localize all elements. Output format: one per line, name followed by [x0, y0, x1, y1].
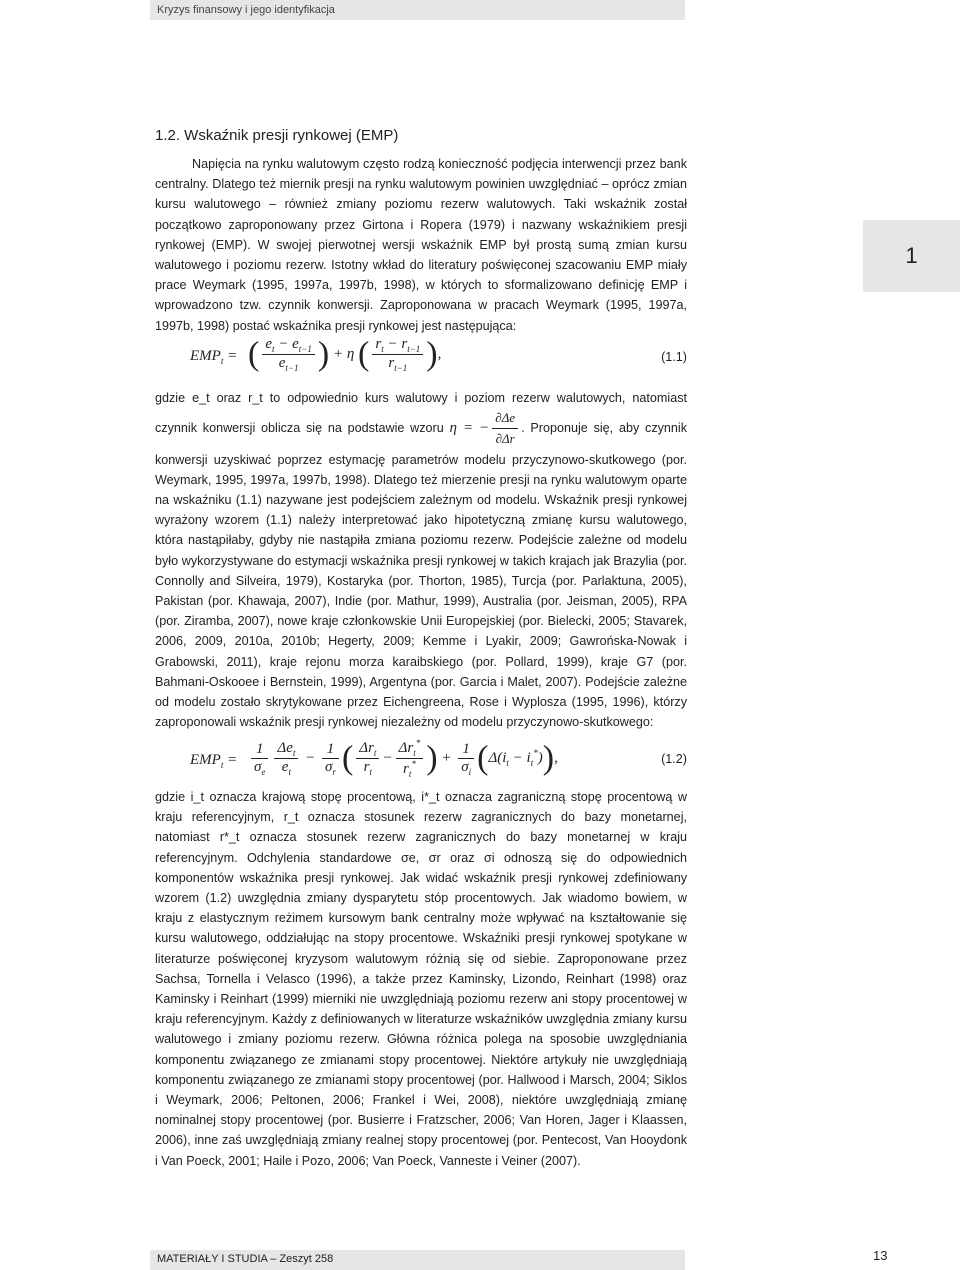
- p2b-text: . Proponuje się, aby czynnik konwersji uzyskiwać poprzez estymację parametrów modelu przyczynowo-skutkowego (por. Weymark, 1995, 1997a, 1997b, 1998). Dlatego też mierzenie presji na rynku walutowym oparte na wskaźniku (1.1) nazywane jest podejściem zależnym od modelu. Wskaźnik presji rynkowej wyrażony wzorem (1.1) należy interpretować jako hipotetyczną zmianę kursu walutowego, która nastąpiłaby, gdyby nie nastąpiła zmiana poziomu rezerw. Podejście zależne od modelu było wykorzystywane do estymacji wskaźnika presji rynkowej w takich krajach jak Brazylia (por. Connolly and Silveira, 1979), Kostaryka (por. Thorton, 1985), Turcja (por. Parlaktuna, 2005), Pakistan (por. Khawaja, 2007), Indie (por. Mathur, 1999), Australia (por. Jeisman, 2005), RPA (por. Ziramba, 2007), nowe kraje członkowskie Unii Europejskiej (por. Bielecki, 2005; Stavarek, 2006, 2009, 2010a, 2010b; Hegerty, 2009; Kemme i Lyakir, 2009; Gawrońska-Nowak i Grabowski, 2011), kraje rejonu morza karaibskiego (por. Pollard, 1999), kraje G7 (por. Bahmani-Oskooee i Bernstein, 1999), Argentyna (por. Garcia i Malet, 2007). Podejście zależne od modelu zostało skrytykowane przez Eichengreena, Rose i Wyplosza (1995, 1996), którzy zaproponowali wskaźnik presji rynkowej niezależny od modelu przyczynowo-skutkowego:: [155, 421, 688, 730]
- paragraph-discussion: gdzie i_t oznacza krajową stopę procentową, i*_t oznacza zagraniczną stopę procentową w kraju referencyjnym, r_t oznacza stosunek rezerw zagranicznych do bazy monetarnej, natomiast r*_t oznacza stosunek rezerw zagranicznych do bazy monetarnej w kraju referencyjnym. Odchylenia standardowe σe, σr oraz σi odnoszą się do odpowiednich komponentów wskaźnika presji rynkowej. Jak widać wskaźnik presji rynkowej zdefiniowany wzorem (1.2) uwzględnia zmiany dysparytetu stóp procentowych. Jak wiadomo bowiem, w kraju z elastycznym reżimem kursowym bank centralny może wpływać na kształtowanie się kursu walutowego, oddziałując na stopy procentowe. Wskaźniki presji rynkowej spotykane w literaturze poświęconej kryzysom walutowym różnią się od siebie. Zaproponowane przez Sachsa, Tornella i Velasco (1996), a także przez Kaminsky, Lizondo, Reinhart (1998) oraz Kaminsky i Reinhart (1999) mierniki nie uwzględniają poziomu rezerw ani stopy procentowej w kraju referencyjnym. Każdy z definiowanych w literaturze wskaźników uwzględnia zmiany kursu walutowego i zmiany poziomu rezerw. Główna różnica polega na sposobie uwzględniania komponentu związanego ze zmianami stopy procentowej. Niektóre artykuły nie uwzględniają komponentu związanego ze zmianami stopy procentowej (por. Hallwood i Marsch, 2004; Siklos i Weymark, 2006; Peltonen, 2006; Frankel i Wei, 2008), niektóre uwzględniają zmianę nominalnej stopy procentowej (por. Busierre i Fratzscher, 2006; Van Horen, Jager i Klaassen, 2006), inne zaś uwzględniają zmiany realnej stopy procentowej (por. Pentecost, Van Hooydonk i Van Poeck, 2001; Haile i Pozo, 2006; Van Poeck, Vanneste i Veiner (2007).: [155, 790, 687, 1168]
- eq1-sub: t: [220, 356, 224, 366]
- eq2-number: (1.2): [661, 752, 687, 766]
- running-title: Kryzys finansowy i jego identyfikacja: [157, 4, 335, 16]
- eta-den: ∂Δr: [495, 431, 515, 447]
- chapter-tab: 1: [863, 220, 960, 292]
- equation-1-1: $EMP_t$ = ( $\frac{e_t - e_{t-1}}{e_{t-1}}$ ) + η ( $\frac{r_t - r_{t-1}}{r_{t-1}}$ ), (1.1): [190, 335, 687, 373]
- eta-num: ∂Δe: [492, 408, 518, 429]
- paragraph-definitions: [155, 388, 687, 732]
- eq2-body: $\frac{1}{\sigma_e}$ $\frac{\Delta e_t}{e_t}$ − $\frac{1}{\sigma_r}$ ( $\frac{\Delta r_t}{r_t}$ − $\frac{\Delta r_t^*}{r_t^*}$ ) + $\frac{1}{\sigma_i}$ $(\Delta(i_t - i_t^*))$,: [248, 738, 558, 779]
- eta-lhs: η = −: [449, 420, 490, 437]
- section-title: 1.2. Wskaźnik presji rynkowej (EMP): [155, 127, 399, 144]
- eq1-number: (1.1): [661, 350, 687, 364]
- footer-series: MATERIAŁY I STUDIA – Zeszyt 258: [157, 1253, 334, 1265]
- page-number: 13: [873, 1248, 888, 1263]
- p2a-text: gdzie e_t oraz r_t to odpowiednio kurs walutowy i poziom rezerw walutowych, natomiast czynnik konwersji oblicza się na podstawie wzoru: [155, 391, 687, 436]
- eq1-body: ( $\frac{e_t - e_{t-1}}{e_{t-1}}$ ) + η ( $\frac{r_t - r_{t-1}}{r_{t-1}}$ ),: [248, 335, 442, 373]
- eq1-lhs: EMP: [190, 348, 221, 364]
- eq2-lhs: EMP: [190, 752, 221, 768]
- paragraph-intro: Napięcia na rynku walutowym często rodzą konieczność podjęcia interwencji przez bank centralny. Dlatego też miernik presji na rynku walutowym powinien uwzględniać – oprócz zmian kursu walutowego – również zmiany poziomu rezerw walutowych. Taki wskaźnik został początkowo zaproponowany przez Girtona i Ropera (1979) i nazwany wskaźnikiem presji rynkowej (EMP). W swojej pierwotnej wersji wskaźnik EMP był prostą sumą zmian kursu walutowego i poziomu rezerw. Istotny wkład do literatury poświęconej szacowaniu EMP miały prace Weymark (1995, 1997a, 1997b, 1998), w których to sformalizowano definicję EMP i wprowadzono tzw. czynnik konwersji. Zaproponowana w pracach Weymark (1995, 1997a, 1997b, 1998) postać wskaźnika presji rynkowej jest następująca:: [155, 157, 687, 333]
- eq2-sub: t: [220, 760, 224, 770]
- equation-1-2: $EMP_t$ = $\frac{1}{\sigma_e}$ $\frac{\Delta e_t}{e_t}$ − $\frac{1}{\sigma_r}$ ( $\frac{\Delta r_t}{r_t}$ − $\frac{\Delta r_t^*}{r_t^*}$ ) + $\frac{1}{\sigma_i}$ $(\Delta(i_t - i_t^*))$, (1.2): [190, 738, 687, 779]
